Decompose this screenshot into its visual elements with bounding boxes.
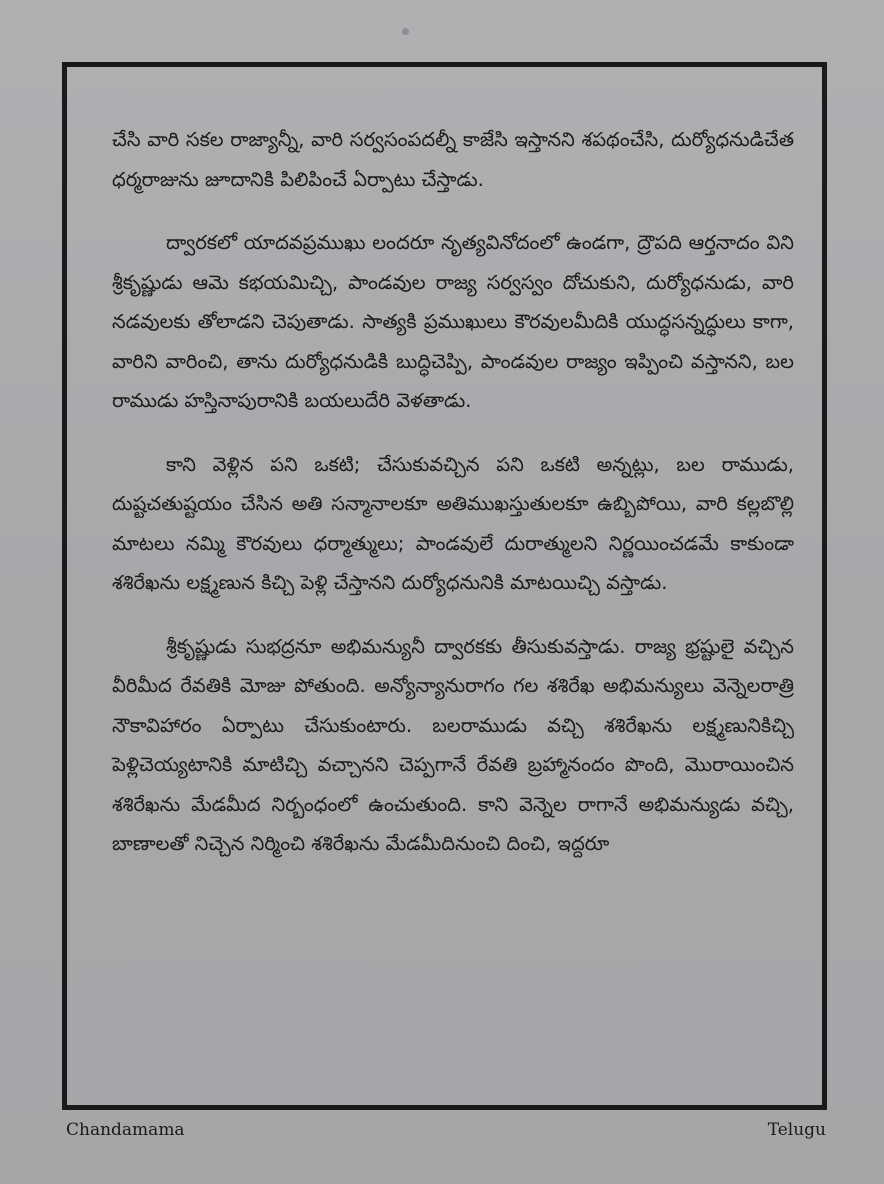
story-text-block <box>112 120 794 864</box>
footer-publication-name: Chandamama <box>66 1120 185 1140</box>
footer-language: Telugu <box>767 1120 826 1140</box>
paragraph-1: చేసి వారి సకల రాజ్యాన్నీ, వారి సర్వసంపదల్నీ కాజేసి ఇస్తానని శపథంచేసి, దుర్యోధనుడిచేత ధర్మరాజును జూదానికి పిలిపించే ఏర్పాటు చేస్తాడు. <box>112 128 794 191</box>
paragraph-2: ద్వారకలో యాదవప్రముఖు లందరూ నృత్యవినోదంలో ఉండగా, ద్రౌపది ఆర్తనాదం విని శ్రీకృష్ణుడు ఆమె కభయమిచ్చి, పాండవుల రాజ్య సర్వస్వం దోచుకుని, దుర్యోధనుడు, వారి నడవులకు తోలాడని చెపుతాడు. సాత్యకి ప్రముఖులు కౌరవులమీదికి యుద్ధసన్నద్ధులు కాగా, వారిని వారించి, తాను దుర్యోధనుడికి బుద్ధిచెప్పి, పాండవుల రాజ్యం ఇప్పించి వస్తానని, బల రాముడు హస్తినాపురానికి బయలుదేరి వెళతాడు. <box>112 231 794 412</box>
paragraph-3: కాని వెళ్లిన పని ఒకటి; చేసుకువచ్చిన పని ఒకటి అన్నట్లు, బల రాముడు, దుష్టచతుష్టయం చేసిన అతి సన్మానాలకూ అతిముఖస్తుతులకూ ఉబ్బిపోయి, వారి కల్లబొల్లి మాటలు నమ్మి కౌరవులు ధర్మాత్ములు; పాండవులే దురాత్ములని నిర్ణయించడమే కాకుండా శశిరేఖను లక్ష్మణున కిచ్చి పెళ్లి చేస్తానని దుర్యోధనునికి మాటయిచ్చి వస్తాడు. <box>112 452 794 594</box>
paper-speck <box>402 28 409 35</box>
paragraph-4: శ్రీకృష్ణుడు సుభద్రనూ అభిమన్యునీ ద్వారకకు తీసుకువస్తాడు. రాజ్య భ్రష్టులై వచ్చిన వీరిమీద రేవతికి మోజు పోతుంది. అన్యోన్యానురాగం గల శశిరేఖ అభిమన్యులు వెన్నెలరాత్రి నౌకావిహారం ఏర్పాటు చేసుకుంటారు. బలరాముడు వచ్చి శశిరేఖను లక్ష్మణునికిచ్చి పెళ్లిచెయ్యటానికి మాటిచ్చి వచ్చానని చెప్పగానే రేవతి బ్రహ్మానందం పొంది, మొరాయించిన శశిరేఖను మేడమీద నిర్బంధంలో ఉంచుతుంది. కాని వెన్నెల రాగానే అభిమన్యుడు వచ్చి, బాణాలతో నిచ్చెన నిర్మించి శశిరేఖను మేడమీదినుంచి దించి, ఇద్దరూ <box>112 634 794 855</box>
